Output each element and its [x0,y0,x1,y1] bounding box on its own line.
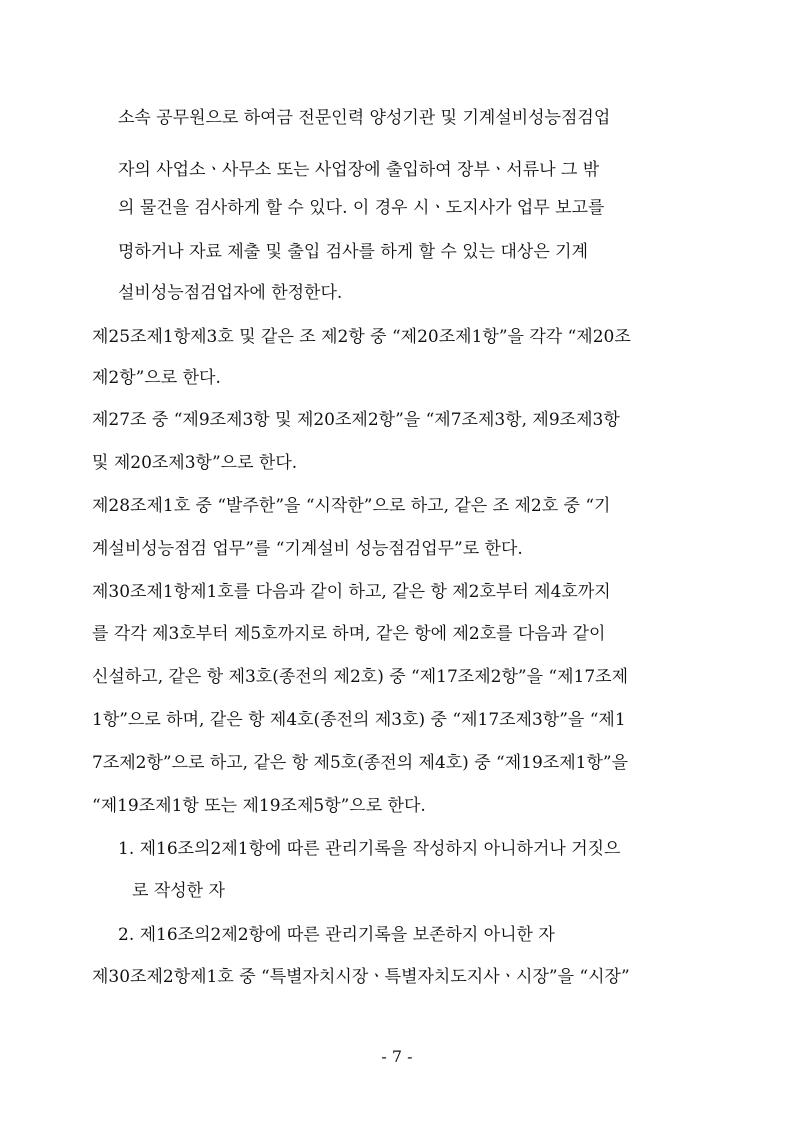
text-line: 제25조제1항제3호 및 같은 조 제2항 중 “제20조제1항”을 각각 “제20조 [92,327,631,347]
text-line: 명하거나 자료 제출 및 출입 검사를 하게 할 수 있는 대상은 기계 [118,242,588,262]
text-line: 자의 사업소ㆍ사무소 또는 사업장에 출입하여 장부ㆍ서류나 그 밖 [118,160,600,180]
page-number: - 7 - [381,1047,413,1066]
text-line: 제28조제1호 중 “발주한”을 “시작한”으로 하고, 같은 조 제2호 중 “기 [92,496,611,516]
text-line: 및 제20조제3항”으로 한다. [92,453,298,473]
list-item-line: 2. 제16조의2제2항에 따른 관리기록을 보존하지 아니한 자 [118,925,555,945]
text-line: 1항”으로 하며, 같은 항 제4호(종전의 제3호) 중 “제17조제3항”을 “제1 [92,710,626,730]
text-line: 제2항”으로 한다. [92,368,221,388]
list-item-line: 1. 제16조의2제1항에 따른 관리기록을 작성하지 아니하거나 거짓으 [118,839,621,859]
text-line: 의 물건을 검사하게 할 수 있다. 이 경우 시ㆍ도지사가 업무 보고를 [118,198,605,218]
text-line: 제27조 중 “제9조제3항 및 제20조제2항”을 “제7조제3항, 제9조제3항 [92,410,620,430]
text-line: 계설비성능점검 업무”를 “기계설비 성능점검업무”로 한다. [92,539,523,559]
text-line: 를 각각 제3호부터 제5호까지로 하며, 같은 항에 제2호를 다음과 같이 [92,624,606,644]
text-line: 신설하고, 같은 항 제3호(종전의 제2호) 중 “제17조제2항”을 “제17조제 [92,667,628,687]
text-line: 7조제2항”으로 하고, 같은 항 제5호(종전의 제4호) 중 “제19조제1항”을 [92,753,628,773]
text-line: 소속 공무원으로 하여금 전문인력 양성기관 및 기계설비성능점검업 [118,108,611,128]
text-line: 설비성능점검업자에 한정한다. [118,283,343,303]
list-item-line: 로 작성한 자 [132,881,225,901]
text-line: “제19조제1항 또는 제19조제5항”으로 한다. [92,796,426,816]
text-line: 제30조제1항제1호를 다음과 같이 하고, 같은 항 제2호부터 제4호까지 [92,582,611,602]
text-line: 제30조제2항제1호 중 “특별자치시장ㆍ특별자치도지사ㆍ시장”을 “시장” [92,967,630,987]
